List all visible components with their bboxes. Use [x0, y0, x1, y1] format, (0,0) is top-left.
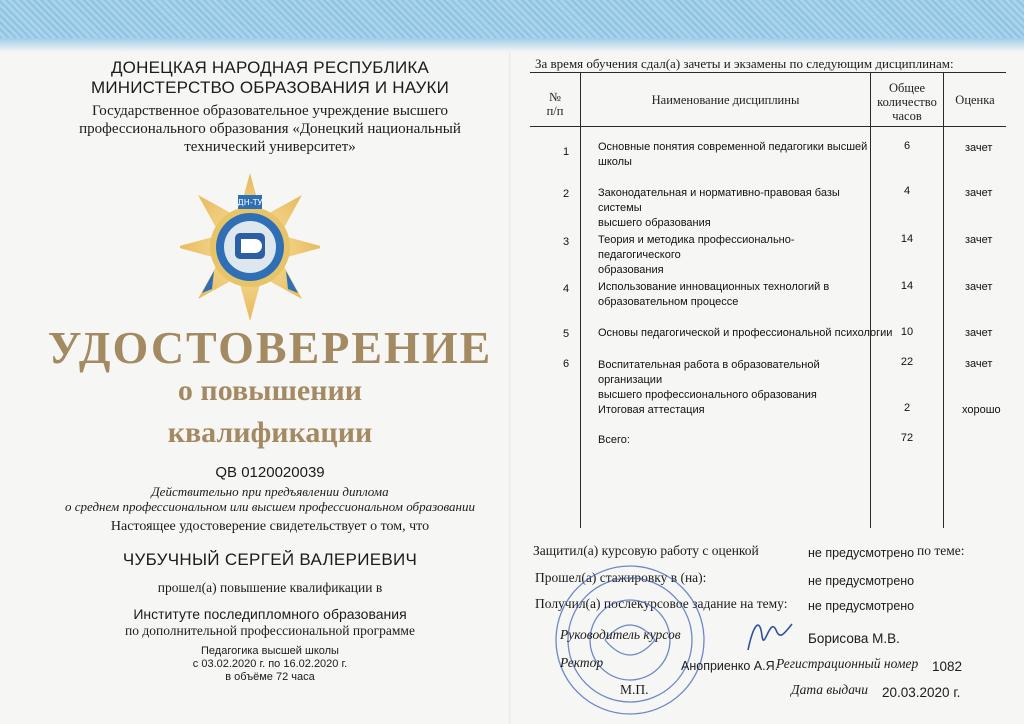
certifies-text: Настоящее удостоверение свидетельствует о том, что: [110, 519, 430, 534]
row-number: 5: [562, 328, 570, 340]
coursework-value: не предусмотрено: [808, 546, 915, 560]
discipline-line: Итоговая аттестация: [598, 404, 705, 416]
task-value: не предусмотрено: [808, 599, 915, 613]
header-grade: Оценка: [955, 93, 995, 107]
discipline-line: школы: [598, 156, 632, 168]
institution-line: Государственное образовательное учреждение высшего: [91, 103, 449, 119]
header-block: [40, 58, 500, 98]
passed-text: прошел(а) повышение квалификации в: [157, 580, 383, 595]
discipline-line: Теория и методика профессионально-педагогического: [598, 234, 795, 261]
row-number: 1: [562, 146, 570, 158]
header-hours: [871, 81, 943, 123]
course-volume: в объёме 72 часа: [225, 671, 315, 683]
decorative-top-band: [0, 0, 1024, 52]
discipline-line: Основы педагогической и профессиональной психологии: [598, 327, 893, 339]
discipline-line: высшего профессионального образования: [598, 389, 817, 401]
supervisor-name: Борисова М.В.: [808, 631, 900, 646]
row-number: 3: [562, 236, 570, 248]
row-discipline: [598, 358, 870, 403]
discipline-line: высшего образования: [598, 217, 711, 229]
row-hours: 14: [900, 280, 914, 292]
issue-date-label: Дата выдачи: [791, 682, 868, 697]
holder-name: ЧУБУЧНЫЙ СЕРГЕЙ ВАЛЕРИЕВИЧ: [122, 550, 418, 569]
institution-block: [40, 102, 500, 156]
registration-number: 1082: [932, 659, 963, 674]
row-grade: зачет: [965, 281, 993, 293]
header-hours-line: количество: [877, 95, 937, 109]
row-grade: зачет: [965, 327, 993, 339]
validity-line: Действительно при предъявлении диплома: [151, 484, 389, 499]
rector-name: Аноприенко А.Я.: [681, 659, 779, 673]
theme-label: по теме:: [917, 543, 965, 558]
row-discipline: [598, 326, 893, 341]
signature-icon: [740, 612, 800, 660]
row-discipline: [598, 403, 870, 418]
validity-line: о среднем профессиональном или высшем профессиональном образовании: [64, 499, 475, 514]
row-grade: зачет: [965, 187, 993, 199]
header-hours-line: часов: [892, 109, 922, 123]
row-hours: 10: [900, 326, 914, 338]
row-hours: 2: [903, 402, 911, 414]
emblem-text: ДН-ТУ: [237, 198, 263, 207]
row-discipline: [598, 140, 870, 170]
row-discipline: [598, 186, 870, 231]
course-details: [40, 645, 500, 684]
row-discipline: [598, 433, 870, 448]
discipline-line: Использование инновационных технологий в: [598, 281, 830, 293]
header-number-line: №: [549, 90, 561, 104]
coursework-label: Защитил(а) курсовую работу с оценкой: [533, 543, 759, 558]
header-discipline: Наименование дисциплины: [651, 93, 800, 107]
document-title: УДОСТОВЕРЕНИЕ: [47, 322, 493, 373]
row-hours: 72: [900, 432, 914, 444]
issue-date: 20.03.2020 г.: [882, 685, 961, 700]
supervisor-label: Руководитель курсов: [560, 627, 681, 642]
row-number: 6: [562, 358, 570, 370]
program-text: по дополнительной профессиональной программе: [125, 623, 415, 638]
registration-label: Регистрационный номер: [776, 656, 919, 671]
university-emblem-icon: [180, 172, 320, 322]
row-hours: 4: [903, 185, 911, 197]
discipline-line: Законодательная и нормативно-правовая базы системы: [598, 187, 840, 214]
institute-name: Институте последипломного образования: [133, 606, 407, 622]
discipline-line: Воспитательная работа в образовательной организации: [598, 359, 820, 386]
row-hours: 14: [900, 233, 914, 245]
discipline-line: образования: [598, 264, 664, 276]
internship-label: Прошел(а) стажировку в (на):: [535, 570, 707, 585]
internship-value: не предусмотрено: [808, 574, 915, 588]
institution-line: технический университет»: [184, 139, 356, 155]
discipline-line: Всего:: [598, 434, 630, 446]
discipline-line: образовательном процессе: [598, 296, 739, 308]
row-grade: хорошо: [962, 404, 1001, 416]
row-hours: 6: [903, 140, 911, 152]
validity-note: [40, 484, 500, 514]
row-discipline: [598, 280, 870, 310]
row-number: 4: [562, 283, 570, 295]
document-subtitle-line1: о повышении: [177, 374, 363, 407]
row-hours: 22: [900, 356, 914, 368]
course-name: Педагогика высшей школы: [201, 645, 339, 657]
header-hours-line: Общее: [888, 81, 926, 95]
header-number-line: п/п: [546, 104, 564, 118]
ministry-title: МИНИСТЕРСТВО ОБРАЗОВАНИЯ И НАУКИ: [90, 78, 450, 97]
republic-title: ДОНЕЦКАЯ НАРОДНАЯ РЕСПУБЛИКА: [110, 58, 430, 77]
institution-line: профессионального образования «Донецкий национальный: [79, 121, 461, 137]
row-number: 2: [562, 188, 570, 200]
task-label: Получил(а) послекурсовое задание на тему:: [535, 596, 788, 611]
row-discipline: [598, 233, 870, 278]
row-grade: зачет: [965, 358, 993, 370]
discipline-line: Основные понятия современной педагогики высшей: [598, 141, 868, 153]
header-number: [530, 90, 580, 118]
document-subtitle-line2: квалификации: [167, 416, 373, 449]
serial-number: QB 0120020039: [215, 464, 325, 481]
seal-mark: М.П.: [620, 682, 649, 697]
page-fold: [509, 52, 511, 724]
disciplines-intro: За время обучения сдал(а) зачеты и экзамены по следующим дисциплинам:: [535, 56, 954, 71]
rector-label: Ректор: [560, 655, 604, 670]
row-grade: зачет: [965, 142, 993, 154]
row-grade: зачет: [965, 234, 993, 246]
course-dates: с 03.02.2020 г. по 16.02.2020 г.: [192, 658, 348, 670]
